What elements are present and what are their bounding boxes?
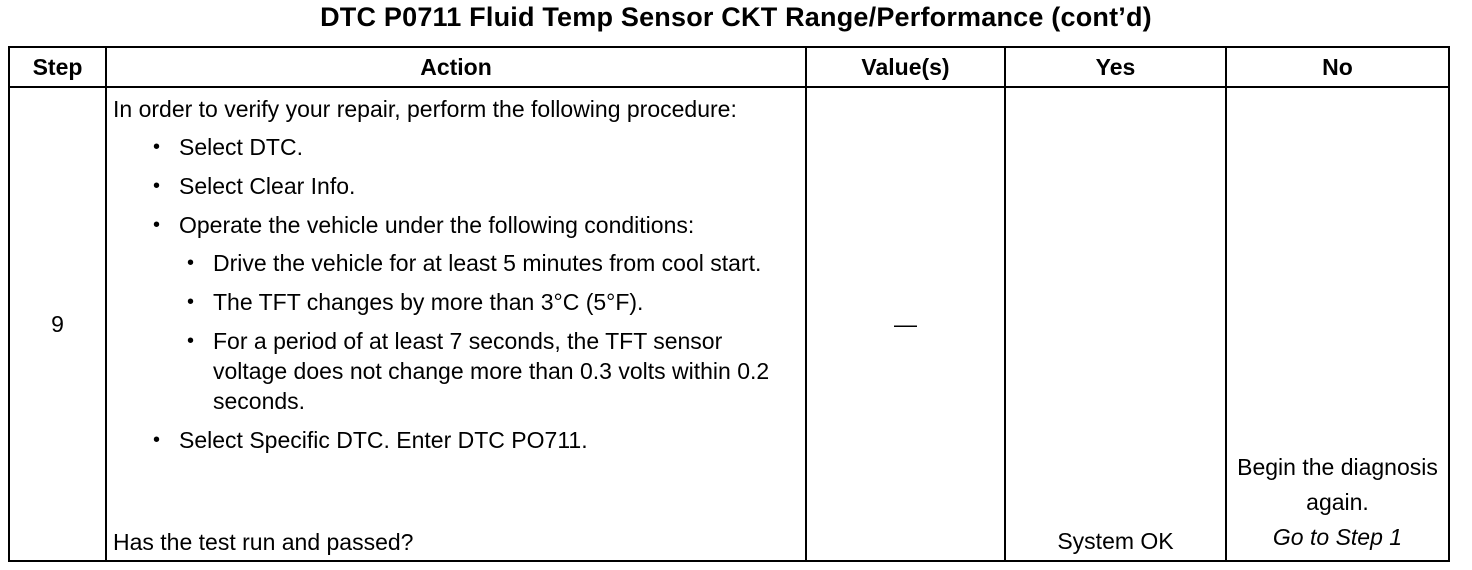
condition-sub-bullet: • Drive the vehicle for at least 5 minutes from cool start. (187, 248, 797, 278)
header-yes: Yes (1005, 47, 1226, 87)
yes-result: System OK (1057, 528, 1174, 554)
step-number: 9 (9, 87, 106, 561)
condition-sub-bullet: • The TFT changes by more than 3°C (5°F). (187, 287, 797, 317)
header-step: Step (9, 47, 106, 87)
diagnostic-table (8, 46, 1450, 562)
action-intro: In order to verify your repair, perform the following procedure: (113, 96, 737, 122)
table-header-row (9, 47, 1449, 87)
header-values: Value(s) (806, 47, 1005, 87)
yes-cell (1005, 87, 1226, 561)
action-bullet: • Select DTC. (153, 132, 797, 162)
header-no: No (1226, 47, 1449, 87)
no-instruction: Begin the diagnosis again. (1237, 454, 1438, 515)
header-action: Action (106, 47, 806, 87)
action-bullet-text: Operate the vehicle under the following conditions: (179, 212, 695, 238)
condition-sub-list (179, 248, 797, 416)
action-bullet-list (113, 132, 797, 455)
page-title: DTC P0711 Fluid Temp Sensor CKT Range/Performance (cont’d) (320, 2, 1152, 32)
value-cell: — (806, 87, 1005, 561)
action-question: Has the test run and passed? (113, 529, 414, 555)
condition-sub-bullet: • For a period of at least 7 seconds, the TFT sensor voltage does not change more than 0.3 volts within 0.2 seconds. (187, 326, 797, 416)
go-to-step-link: Go to Step 1 (1272, 524, 1403, 550)
no-cell (1226, 87, 1449, 561)
action-bullet: • Select Specific DTC. Enter DTC PO711. (153, 425, 797, 455)
action-cell (106, 87, 806, 561)
action-bullet: • Select Clear Info. (153, 171, 797, 201)
table-row (9, 87, 1449, 561)
action-bullet-conditions (153, 210, 797, 416)
